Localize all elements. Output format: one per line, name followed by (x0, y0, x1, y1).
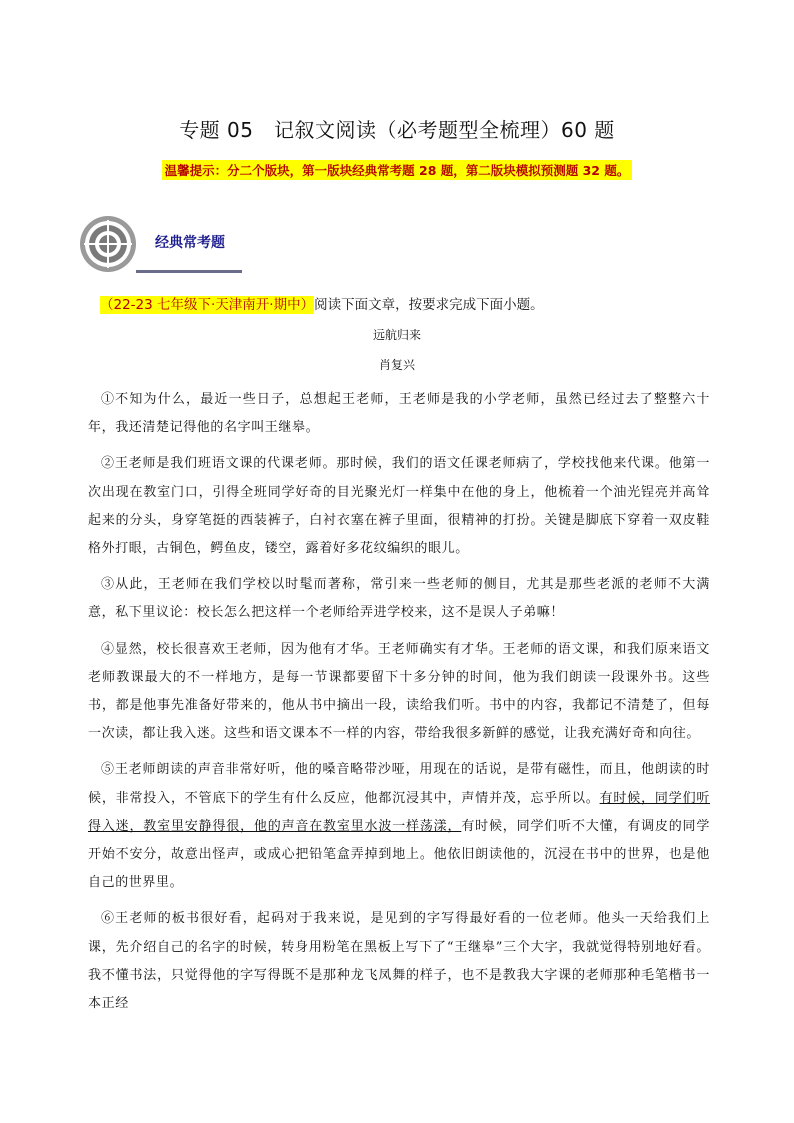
question-instruction: 阅读下面文章，按要求完成下面小题。 (314, 297, 544, 313)
article-body (88, 386, 710, 1026)
paragraph-3: ③从此，王老师在我们学校以时髦而著称，常引来一些老师的侧目，尤其是那些老派的老师不大满意，私下里议论：校长怎么把这样一个老师给弄进学校来，这不是误人子弟嘛！ (88, 577, 710, 621)
page-title: 专题 05 记叙文阅读（必考题型全梳理）60 题 (179, 118, 615, 142)
section-underline (136, 270, 242, 273)
article-title: 远航归来 (372, 328, 421, 342)
section-header (78, 214, 248, 276)
source-tag: （22-23 七年级下·天津南开·期中） (100, 297, 315, 313)
paragraph-4: ④显然，校长很喜欢王老师，因为他有才华。王老师确实有才华。王老师的语文课，和我们原来语文老师教课最大的不一样地方，是每一节课都要留下十多分钟的时间，他为我们朗读一段课外书。这些书，都是他事先准备好带来的，他从书中摘出一段，读给我们听。书中的内容，我都记不清楚了，但每一次读，都让我入迷。这些和语文课本不一样的内容，带给我很多新鲜的感觉，让我充满好奇和向往。 (88, 641, 710, 742)
section-label: 经典常考题 (155, 235, 225, 251)
question-intro (100, 293, 544, 313)
underlined-sentence: 有时候，同学们听得入迷，教室里安静得很，他的声音在教室里水波一样荡漾， (88, 790, 710, 834)
tip-highlight: 温馨提示：分二个版块，第一版块经典常考题 28 题，第二版块模拟预测题 32 题。 (162, 160, 633, 180)
paragraph-5 (88, 756, 710, 897)
paragraph-1: ①不知为什么，最近一些日子，总想起王老师，王老师是我的小学老师，虽然已经过去了整整六十年，我还清楚记得他的名字叫王继皋。 (88, 392, 710, 436)
paragraph-2: ②王老师是我们班语文课的代课老师。那时候，我们的语文任课老师病了，学校找他来代课。他第一次出现在教室门口，引得全班同学好奇的目光聚光灯一样集中在他的身上，他梳着一个油光锃亮并高耸起来的分头，身穿笔挺的西装裤子，白衬衣塞在裤子里面，很精神的打扮。关键是脚底下穿着一双皮鞋格外打眼，古铜色，鳄鱼皮，镂空，露着好多花纹编织的眼儿。 (88, 456, 710, 557)
target-icon (78, 214, 138, 274)
paragraph-6: ⑥王老师的板书很好看，起码对于我来说，是见到的字写得最好看的一位老师。他头一天给我们上课，先介绍自己的名字的时候，转身用粉笔在黑板上写下了“王继皋”三个大字，我就觉得特别地好看。我不懂书法，只觉得他的字写得既不是那种龙飞凤舞的样子，也不是教我大字课的老师那种毛笔楷书一本正经 (88, 911, 710, 1012)
paragraph-5-text: ⑤王老师朗读的声音非常好听，他的嗓音略带沙哑，用现在的话说，是带有磁性，而且，他朗读的时候，非常投入，不管底下的学生有什么反应，他都沉浸其中，声情并茂，忘乎所以。 (88, 762, 710, 806)
tip-row (0, 160, 794, 180)
article-author: 肖复兴 (378, 358, 415, 372)
paragraph-5-rest: 有时候，同学们听不大懂，有调皮的同学开始不安分，故意出怪声，或成心把铅笔盒弄掉到地上。他依旧朗读他的，沉浸在书中的世界，也是他自己的世界里。 (88, 818, 710, 891)
